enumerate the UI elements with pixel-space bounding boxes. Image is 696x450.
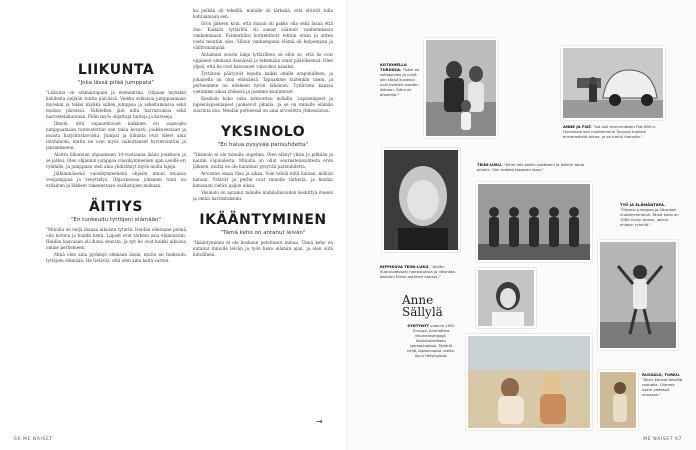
paragraph: Tyttäreni päätyivät lopulta kaikki omille urapoluilleen, ja jokaisella on oma elämänsä. Tapaamme kuitenkin usein, ja perheemme on edelleen hyvin läheinen. Tyttärieni kanssa vietämme aikaa yhdessä ja jaamme kuulumiset. [193, 71, 333, 94]
paragraph: Minä olen aina pyrkinyt olemaan läsnä, mutta en tunkeudu tyttöjeni elämään. He tietävät, että olen aina heitä varten. [46, 252, 186, 263]
group-photo [476, 182, 592, 262]
paragraph: Ilmeni, että vapaaehtoiset kaikkien eri osastojen jumppaamaan tunnustettiin sen takia kovasti, joukkueestaan ja muista harjoitustavoista. Jumpat ja liikunta ovat olleet aina intohimoni, mutta ne ovat myös vaikuttaneet hyvinvointiini ja jaksamiseeni. [46, 121, 186, 150]
middle-body [193, 8, 333, 114]
paragraph: Aloitin liikunnan ohjaamisen 14-vuotiaana ikään joukkoon ja se jatkui. Olen ohjannut jumppaa vuosikymmenien ajan useille eri ryhmille, ja jumppaan olen aina yhdistänyt myös muita lajeja. [46, 152, 186, 169]
section-subtitle-liikunta: "Joka lässä pitää jumppata" [78, 80, 154, 86]
aitiys-body [46, 227, 186, 264]
rippikuva-photo-art [478, 270, 536, 328]
subject-name: Anne Sällylä [402, 293, 443, 319]
aerobics-photo-art [600, 242, 678, 350]
portrait-photo [382, 148, 460, 252]
paragraph: Antamani suurin lahja tyttärilleni on ollut se, että he ovat oppineet olemaan itsenäisiä ja tekemään omat päätöksensä. Olen ylpeä, että he ovat kasvaneet vahvoiksi naisiksi. [193, 52, 333, 69]
aerobics-photo [598, 240, 678, 350]
paragraph: Arvostan omaa tilaa ja aikaa. Voin tehdä mitä haluan, milloin haluan. Ystävät ja perhe ovat minulle tärkeitä, ja heidän kanssaan vietän paljon aikaa. [193, 171, 333, 188]
section-title-yksinolo: YKSINOLO [220, 124, 306, 140]
paragraph: Kesäisin koko suku kokoontuu mökille. Lapsenlapset ja lapsenlapsenlapset juoksevat pihalla, ja se on minulle elämän suurinta iloa. Meidän perheessä on aina arvostettu yhdessäoloa. [193, 96, 333, 113]
fiat-photo [561, 46, 665, 120]
beach-photo [466, 334, 592, 430]
subject-bio: SYNTYNYT vuonna 1952 Turussa. Ammattina liikunnanohjaaja. Koulutukseltaan sairaanhoitaja. Tyttäriä neljä, lapsenlapsia useita. Asuu Helsingissä. [407, 324, 455, 358]
paragraph: Jälkimmäisenä vuosikymmenenä ohjasin muun muassa vesijumppaa ja venyttelyä. Ohjauksessa jokainen tunti on erilainen ja liikkeet rakennetaan osallistujien mukaan. [46, 171, 186, 188]
caption-teini-luku: TEINI-LUKU. "Äitini teki kaikki vaatteeni ja leikitin taloa pihalla. Olin todella tasaisen lapsi." [477, 162, 585, 172]
family-photo-art [426, 40, 498, 138]
paragraph: "Minulla on neljä ihanaa aikuista tytärtä. Heidän ollessaan pieniä olin kotona ja hoidin heitä. Lapset ovat tärkein asia elämässäni. Heidän kasvuaan oli ihana seurata, ja nyt he ovat kaikki aikuisia omine perheineen. [46, 227, 186, 250]
section-subtitle-ikaantyminen: "Tämä keho on antanut leivän" [220, 230, 306, 236]
group-photo-art [478, 184, 592, 262]
middle-column [193, 8, 333, 440]
portrait-photo-art [384, 150, 460, 252]
caption-rippikuva: RIPPIKUVA TEINI-LUKU. "Aloitin nuoruudessani harrastuksia ja liikuntaa. Kasvoin tiiviin perheen kanssa." [380, 264, 456, 279]
fiat-photo-art [563, 48, 665, 120]
section-title-liikunta: LIIKUNTA [77, 62, 155, 78]
russalo-photo-art [600, 372, 638, 430]
paragraph: Yksinolo on antanut minulle mahdollisuuden keskittyä itseeni ja omiin harrastuksiini. [193, 190, 333, 201]
section-title-ikaantyminen: IKÄÄNTYMINEN [199, 212, 327, 228]
right-folio: ME NAISET 67 [643, 437, 682, 442]
arrow-right-icon: → [316, 417, 323, 426]
caption-kotiohella: KOTIOHELLA TURUSSA. "Isäni on sotilasmies ja minä olin tässä kuvassa noin kolmen vuoden ikäinen. Äitini oli ompelija." [380, 62, 420, 97]
paragraph: "Ikääntyminen ei ole koskaan pelottanut minua. Tämä keho on antanut minulle leivän ja työn koko elämän ajan, ja olen siitä kiitollinen. [193, 240, 333, 257]
caption-tyo-ja-elamantapa: TYÖ JA ELÄMÄNTAPA. "Ohjasin jumppaa ja liikuntaa vuosikymmeniä. Tämä kuva on 1980-luvun alusta, jolloin ohjasin ryhmiä." [620, 202, 679, 227]
section-title-aitiys: ÄITIYS [88, 199, 144, 215]
paragraph: ka pelkän oli tekeillä, minulle oli tärkeää, että ehtivät tulla kohtaamaan sen. [193, 8, 333, 19]
liikunta-body [46, 90, 186, 189]
yksinolo-body [193, 152, 333, 202]
left-column [46, 62, 186, 265]
beach-photo-art [468, 336, 592, 430]
caption-anne-ja-fiat: ANNE JA FIAT. "Isä osti ensimmäisen Fiat 600:n. Huomasin sen myöhemmin Turussa tuolloin ensimmäistä autoa, ja se tuntui ihanalta." [563, 124, 657, 139]
paragraph: Eron jälkeen koin, että minun oli pakko olla sekä läsnä että itse. Kaikilla tyttärillä oli samat säännöt vanhemmasta vanhemmaan. Esimerkiksi kotitehtävät tehtiin ensin ja sitten vasta mentiin ulos. Silloin vanhempana elämä oli helpompaa ja välittömämpää. [193, 21, 333, 50]
left-folio: 66 ME NAISET [14, 437, 53, 442]
paragraph: "Yksinolo ei ole minulle ongelma. Olen elänyt yksin jo pitkään ja nautin vapaudesta. Minulla on ollut seurustelusuhteita eron jälkeen, mutta en ole halunnut pysyvää parisuhdetta. [193, 152, 333, 169]
caption-russalo: RUSSALO, TURKU. "Äitini kanssa kesällä rannalla. Olimme usein yhdessä uimassa." [642, 372, 683, 397]
family-photo [424, 38, 498, 138]
ikaantyminen-body [193, 240, 333, 258]
rippikuva-photo [476, 268, 536, 328]
section-subtitle-aitiys: "En tunkeudu tyttöjeni elämään" [70, 217, 162, 223]
paragraph: "Liikunta on elämäntapani ja elementtini. Olipaan myöskin kahdesta neljään tuntia päivässä. Veikko erikoisia jumppaamaan myöskin ja töiksi käykkä siihen jumppaa ja askeltamoissa sekä muissa piireissä. Vähitellen jäin niitä harrastuksia sekä harrasteliikuntaan. Pidin myös ohjattuja tunteja ja kursseja. [46, 90, 186, 119]
section-subtitle-yksinolo: "En halua pysyvää parisuhdetta" [217, 142, 309, 148]
russalo-photo [598, 370, 638, 430]
